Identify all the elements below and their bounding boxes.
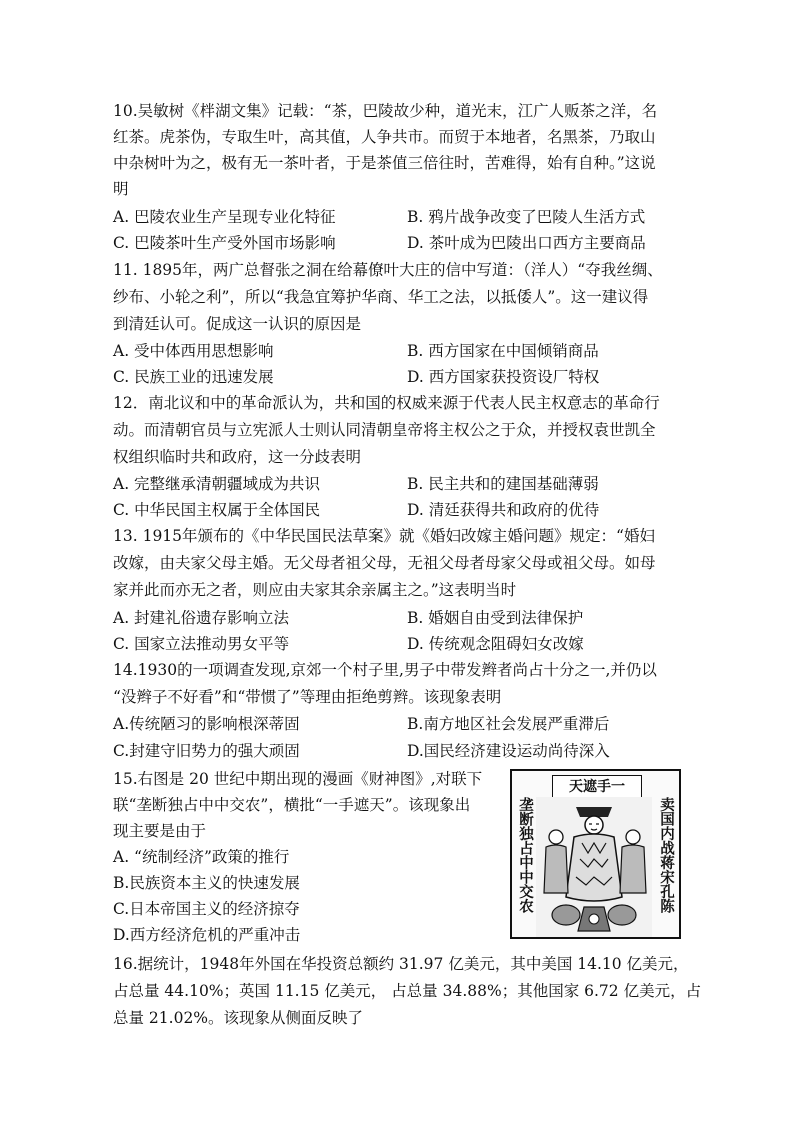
- q11-line-1: 11. 1895年，两广总督张之洞在给幕僚叶大庄的信中写道：（洋人）“夺我丝绸、: [113, 261, 663, 279]
- q15-line-1: 15.右图是 20 世纪中期出现的漫画《财神图》,对联下: [113, 770, 483, 788]
- q15-option-c: C.日本帝国主义的经济掠夺: [113, 900, 300, 918]
- q10-line-3: 中杂树叶为之，极有无一茶叶者，于是茶值三倍往时，苦难得，始有自种。”这说: [113, 154, 656, 172]
- q15-line-2: 联“垄断独占中中交农”，横批“一手遮天”。该现象出: [113, 796, 471, 814]
- cartoon-banner: 天遮手一: [552, 775, 642, 799]
- q10-option-d: D. 茶叶成为巴陵出口西方主要商品: [407, 234, 646, 252]
- q13-line-3: 家并此而亦无之者，则应由夫家其余亲属主之。”这表明当时: [113, 581, 517, 599]
- q12-option-c: C. 中华民国主权属于全体国民: [113, 501, 321, 519]
- q16-line-2: 占总量 44.10%；英国 11.15 亿美元， 占总量 34.88%；其他国家 6.72 亿美元，占: [113, 982, 702, 1000]
- q12-line-2: 动。而清朝官员与立宪派人士则认同清朝皇帝将主权公之于众，并授权袁世凯全: [113, 421, 656, 439]
- q13-option-a: A. 封建礼俗遗存影响立法: [113, 609, 290, 627]
- q11-option-a: A. 受中体西用思想影响: [113, 342, 274, 360]
- q15-line-3: 现主要是由于: [113, 822, 207, 840]
- q10-line-2: 红茶。虎茶伪，专取生叶，高其值，人争共市。而贸于本地者，名黑茶，乃取山: [113, 128, 656, 146]
- q13-option-c: C. 国家立法推动男女平等: [113, 635, 290, 653]
- q14-option-c: C.封建守旧势力的强大顽固: [113, 742, 300, 760]
- q11-option-c: C. 民族工业的迅速发展: [113, 368, 274, 386]
- q13-line-2: 改嫁，由夫家父母主婚。无父母者祖父母，无祖父母者母家父母或祖父母。如母: [113, 554, 656, 572]
- q14-option-a: A.传统陋习的影响根深蒂固: [113, 715, 300, 733]
- q12-option-d: D. 清廷获得共和政府的优待: [407, 501, 600, 519]
- q14-option-d: D.国民经济建设运动尚待深入: [407, 742, 610, 760]
- q14-option-b: B.南方地区社会发展严重滞后: [407, 715, 610, 733]
- q11-option-d: D. 西方国家获投资设厂特权: [407, 368, 600, 386]
- cartoon-left-couplet: 垄断独占中中交农: [517, 797, 534, 913]
- q11-line-2: 纱布、小轮之利”，所以“我急宜筹护华商、华工之法，以抵倭人”。这一建议得: [113, 288, 649, 306]
- cartoon-drawing: [536, 797, 652, 937]
- q12-line-3: 权组织临时共和政府，这一分歧表明: [113, 448, 362, 466]
- q15-option-a: A. “统制经济”政策的推行: [113, 848, 290, 866]
- q10-option-a: A. 巴陵农业生产呈现专业化特征: [113, 208, 336, 226]
- q11-option-b: B. 西方国家在中国倾销商品: [407, 342, 599, 360]
- q15-option-b: B.民族资本主义的快速发展: [113, 874, 300, 892]
- q12-option-a: A. 完整继承清朝疆域成为共识: [113, 475, 321, 493]
- q10-line-1: 10.吴敏树《柈湖文集》记载：“茶，巴陵故少种，道光末，江广人贩茶之洋，名: [113, 102, 658, 120]
- q15-option-d: D.西方经济危机的严重冲击: [113, 926, 301, 944]
- q10-option-b: B. 鸦片战争改变了巴陵人生活方式: [407, 208, 646, 226]
- q16-line-1: 16.据统计，1948年外国在华投资总额约 31.97 亿美元，其中美国 14.10 亿美元，: [113, 955, 689, 973]
- q14-line-2: “没辫子不好看”和“带惯了”等理由拒绝剪辫。该现象表明: [113, 688, 502, 706]
- cartoon-figure: [510, 769, 681, 939]
- q16-line-3: 总量 21.02%。该现象从侧面反映了: [113, 1009, 364, 1027]
- q10-line-4: 明: [113, 180, 129, 198]
- q14-line-1: 14.1930的一项调查发现,京郊一个村子里,男子中带发辫者尚占十分之一,并仍以: [113, 661, 657, 679]
- q12-option-b: B. 民主共和的建国基础薄弱: [407, 475, 599, 493]
- q10-option-c: C. 巴陵茶叶生产受外国市场影响: [113, 234, 336, 252]
- q13-line-1: 13. 1915年颁布的《中华民国民法草案》就《婚妇改嫁主婚问题》规定：“婚妇: [113, 527, 655, 545]
- cartoon-right-couplet: 卖国内战蒋宋孔陈: [658, 797, 675, 913]
- q13-option-d: D. 传统观念阻碍妇女改嫁: [407, 635, 584, 653]
- q12-line-1: 12．南北议和中的革命派认为，共和国的权威来源于代表人民主权意志的革命行: [113, 394, 660, 412]
- q11-line-3: 到清廷认可。促成这一认识的原因是: [113, 315, 362, 333]
- q13-option-b: B. 婚姻自由受到法律保护: [407, 609, 584, 627]
